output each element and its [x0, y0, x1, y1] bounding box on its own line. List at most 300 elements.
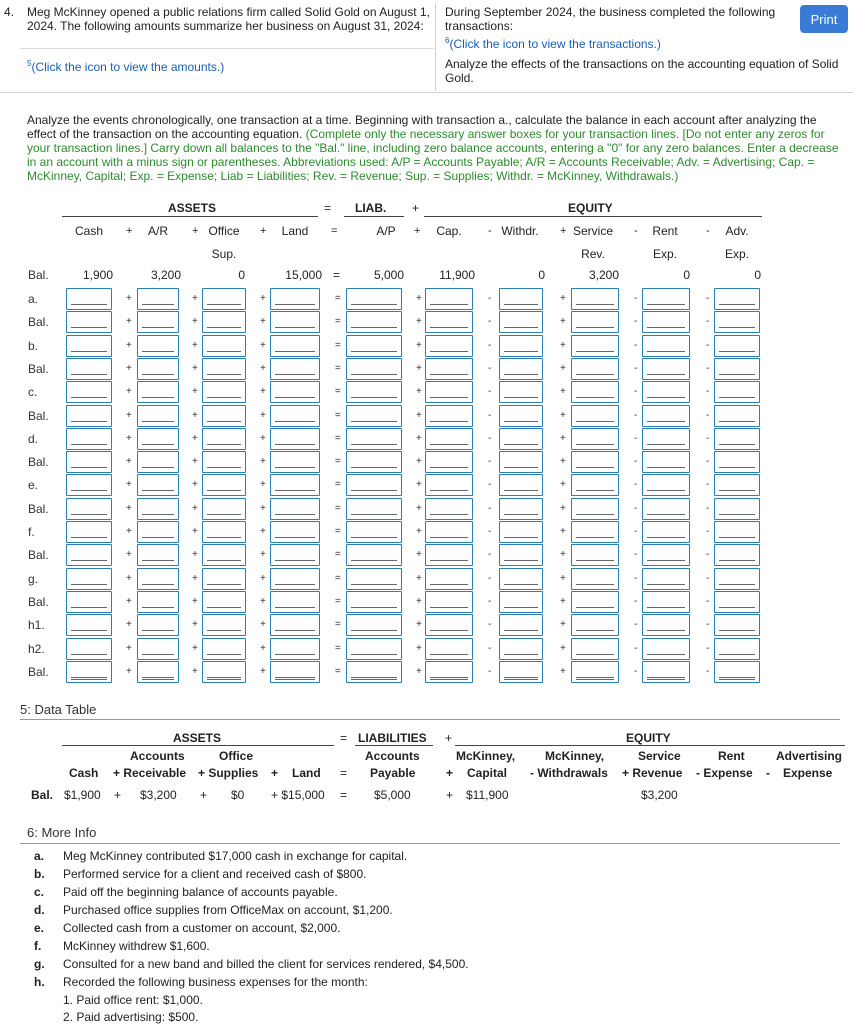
input-r9-3[interactable] — [270, 498, 320, 520]
input-r1-5[interactable] — [425, 311, 473, 333]
opening-value-8: 0 — [683, 268, 690, 282]
dt-plus-top: + — [445, 731, 453, 745]
row-op-4-2: + — [260, 386, 266, 397]
input-r14-0[interactable] — [66, 614, 112, 636]
row-op-8-0: + — [126, 479, 132, 490]
input-r15-5[interactable] — [425, 638, 473, 660]
input-r13-1[interactable] — [137, 591, 179, 613]
input-r9-8[interactable] — [642, 498, 690, 520]
input-r8-9[interactable] — [714, 474, 760, 496]
print-button[interactable]: Print — [800, 5, 848, 33]
input-r0-8[interactable] — [642, 288, 690, 310]
input-r0-5[interactable] — [425, 288, 473, 310]
input-r1-7[interactable] — [571, 311, 619, 333]
input-r13-9[interactable] — [714, 591, 760, 613]
input-r0-7[interactable] — [571, 288, 619, 310]
more-info-letter-6: g. — [34, 957, 45, 971]
input-r10-9[interactable] — [714, 521, 760, 543]
input-r3-3[interactable] — [270, 358, 320, 380]
input-r12-2[interactable] — [202, 568, 246, 590]
row-op-16-7: - — [634, 666, 638, 677]
input-r5-3[interactable] — [270, 405, 320, 427]
input-r1-9[interactable] — [714, 311, 760, 333]
input-r13-7[interactable] — [571, 591, 619, 613]
opening-value-0: 1,900 — [82, 268, 113, 282]
eq-header-sign: = — [324, 201, 332, 215]
input-r6-9[interactable] — [714, 428, 760, 450]
input-r2-8[interactable] — [642, 335, 690, 357]
row-op-5-3: = — [335, 410, 341, 421]
input-r6-5[interactable] — [425, 428, 473, 450]
row-op-15-8: - — [706, 643, 710, 654]
input-r2-6[interactable] — [499, 335, 543, 357]
input-r13-0[interactable] — [66, 591, 112, 613]
input-r6-3[interactable] — [270, 428, 320, 450]
row-op-5-8: - — [706, 410, 710, 421]
equity-header: EQUITY — [568, 201, 613, 215]
input-r8-3[interactable] — [270, 474, 320, 496]
row-op-7-4: + — [416, 456, 422, 467]
row-op-11-0: + — [126, 549, 132, 560]
input-r5-5[interactable] — [425, 405, 473, 427]
input-r5-1[interactable] — [137, 405, 179, 427]
input-r11-4[interactable] — [346, 544, 402, 566]
input-r13-5[interactable] — [425, 591, 473, 613]
input-r6-2[interactable] — [202, 428, 246, 450]
row-op-6-6: + — [560, 433, 566, 444]
dt-v-ar: $3,200 — [140, 788, 177, 802]
input-r11-6[interactable] — [499, 544, 543, 566]
input-r11-3[interactable] — [270, 544, 320, 566]
input-r9-4[interactable] — [346, 498, 402, 520]
input-r6-6[interactable] — [499, 428, 543, 450]
input-r0-2[interactable] — [202, 288, 246, 310]
input-r9-6[interactable] — [499, 498, 543, 520]
row-op-12-6: + — [560, 573, 566, 584]
input-r14-7[interactable] — [571, 614, 619, 636]
input-r2-0[interactable] — [66, 335, 112, 357]
input-r11-8[interactable] — [642, 544, 690, 566]
row-op-10-0: + — [126, 526, 132, 537]
input-r16-0[interactable] — [66, 661, 112, 683]
input-r1-0[interactable] — [66, 311, 112, 333]
col-header-0: Cash — [74, 224, 103, 238]
input-r12-7[interactable] — [571, 568, 619, 590]
row-op-8-5: - — [488, 479, 492, 490]
input-r2-1[interactable] — [137, 335, 179, 357]
input-r4-2[interactable] — [202, 381, 246, 403]
dt-h-withdrawals: - Withdrawals — [530, 766, 608, 780]
input-r1-3[interactable] — [270, 311, 320, 333]
input-r7-1[interactable] — [137, 451, 179, 473]
row-op-2-5: - — [488, 340, 492, 351]
row-op-9-3: = — [335, 503, 341, 514]
row-op-2-3: = — [335, 340, 341, 351]
row-op-16-1: + — [192, 666, 198, 677]
input-r8-2[interactable] — [202, 474, 246, 496]
input-r16-1[interactable] — [137, 661, 179, 683]
input-r4-9[interactable] — [714, 381, 760, 403]
data-table-title-line — [20, 719, 840, 720]
dt-equity-line — [455, 745, 845, 746]
row-op-9-5: - — [488, 503, 492, 514]
input-r16-2[interactable] — [202, 661, 246, 683]
row-op-12-2: + — [260, 573, 266, 584]
input-r9-0[interactable] — [66, 498, 112, 520]
input-r5-9[interactable] — [714, 405, 760, 427]
data-table-title: 5: Data Table — [20, 702, 97, 717]
input-r12-3[interactable] — [270, 568, 320, 590]
row-op-6-4: + — [416, 433, 422, 444]
row-op-14-5: - — [488, 619, 492, 630]
input-r7-7[interactable] — [571, 451, 619, 473]
input-r7-2[interactable] — [202, 451, 246, 473]
input-r7-0[interactable] — [66, 451, 112, 473]
input-r15-9[interactable] — [714, 638, 760, 660]
input-r7-9[interactable] — [714, 451, 760, 473]
input-r8-5[interactable] — [425, 474, 473, 496]
input-r3-1[interactable] — [137, 358, 179, 380]
input-r8-0[interactable] — [66, 474, 112, 496]
input-r4-4[interactable] — [346, 381, 402, 403]
input-r8-8[interactable] — [642, 474, 690, 496]
input-r15-8[interactable] — [642, 638, 690, 660]
row-label-16: Bal. — [28, 665, 49, 679]
input-r9-9[interactable] — [714, 498, 760, 520]
input-r1-8[interactable] — [642, 311, 690, 333]
row-label-7: Bal. — [28, 455, 49, 469]
input-r16-4[interactable] — [346, 661, 402, 683]
input-r6-1[interactable] — [137, 428, 179, 450]
input-r5-2[interactable] — [202, 405, 246, 427]
input-r4-8[interactable] — [642, 381, 690, 403]
input-r12-1[interactable] — [137, 568, 179, 590]
dt-eq-top: = — [340, 731, 348, 745]
input-r8-7[interactable] — [571, 474, 619, 496]
more-info-item-5: McKinney withdrew $1,600. — [63, 939, 210, 953]
row-op-5-7: - — [634, 410, 638, 421]
input-r2-3[interactable] — [270, 335, 320, 357]
input-r3-8[interactable] — [642, 358, 690, 380]
row-label-9: Bal. — [28, 502, 49, 516]
input-r5-7[interactable] — [571, 405, 619, 427]
dt-h-exp-op: - — [766, 766, 770, 780]
row-op-15-6: + — [560, 643, 566, 654]
input-r6-0[interactable] — [66, 428, 112, 450]
row-op-8-2: + — [260, 479, 266, 490]
input-r5-4[interactable] — [346, 405, 402, 427]
input-r15-7[interactable] — [571, 638, 619, 660]
input-r15-3[interactable] — [270, 638, 320, 660]
row-op-13-4: + — [416, 596, 422, 607]
input-r5-6[interactable] — [499, 405, 543, 427]
input-r2-2[interactable] — [202, 335, 246, 357]
row-op-1-6: + — [560, 316, 566, 327]
input-r8-6[interactable] — [499, 474, 543, 496]
input-r13-3[interactable] — [270, 591, 320, 613]
row-op-2-1: + — [192, 340, 198, 351]
row-op-0-0: + — [126, 293, 132, 304]
row-op-3-3: = — [335, 363, 341, 374]
row-label-1: Bal. — [28, 315, 49, 329]
row-op-9-6: + — [560, 503, 566, 514]
input-r12-4[interactable] — [346, 568, 402, 590]
input-r9-5[interactable] — [425, 498, 473, 520]
input-r0-4[interactable] — [346, 288, 402, 310]
row-op-8-8: - — [706, 479, 710, 490]
row-op-1-0: + — [126, 316, 132, 327]
header-op-2: + — [260, 225, 267, 237]
row-op-10-3: = — [335, 526, 341, 537]
input-r16-9[interactable] — [714, 661, 760, 683]
input-r0-3[interactable] — [270, 288, 320, 310]
input-r15-0[interactable] — [66, 638, 112, 660]
instructions — [27, 113, 845, 183]
input-r10-1[interactable] — [137, 521, 179, 543]
input-r11-2[interactable] — [202, 544, 246, 566]
input-r11-5[interactable] — [425, 544, 473, 566]
input-r14-3[interactable] — [270, 614, 320, 636]
row-op-14-0: + — [126, 619, 132, 630]
input-r7-3[interactable] — [270, 451, 320, 473]
input-r4-3[interactable] — [270, 381, 320, 403]
row-op-0-6: + — [560, 293, 566, 304]
row-op-0-8: - — [706, 293, 710, 304]
row-op-10-8: - — [706, 526, 710, 537]
input-r7-5[interactable] — [425, 451, 473, 473]
input-r7-6[interactable] — [499, 451, 543, 473]
input-r16-7[interactable] — [571, 661, 619, 683]
input-r5-0[interactable] — [66, 405, 112, 427]
input-r3-6[interactable] — [499, 358, 543, 380]
input-r14-2[interactable] — [202, 614, 246, 636]
input-r9-2[interactable] — [202, 498, 246, 520]
problem-number: 4. — [4, 5, 15, 19]
input-r16-6[interactable] — [499, 661, 543, 683]
left-sub-divider — [20, 48, 434, 49]
row-label-6: d. — [28, 432, 39, 446]
input-r13-8[interactable] — [642, 591, 690, 613]
input-r8-4[interactable] — [346, 474, 402, 496]
row-op-13-5: - — [488, 596, 492, 607]
input-r14-6[interactable] — [499, 614, 543, 636]
row-op-12-4: + — [416, 573, 422, 584]
input-r0-9[interactable] — [714, 288, 760, 310]
col-header-1: A/R — [147, 224, 168, 238]
col-header-7: Service — [572, 224, 613, 238]
row-op-2-8: - — [706, 340, 710, 351]
row-label-15: h2. — [28, 642, 45, 656]
more-info-title-line — [20, 843, 840, 844]
opening-value-4: 5,000 — [373, 268, 404, 282]
dt-v-op3: + — [446, 788, 454, 802]
row-op-6-0: + — [126, 433, 132, 444]
opening-eq-sign: = — [333, 268, 341, 282]
input-r8-1[interactable] — [137, 474, 179, 496]
input-r13-2[interactable] — [202, 591, 246, 613]
input-r16-8[interactable] — [642, 661, 690, 683]
row-op-5-6: + — [560, 410, 566, 421]
row-label-12: g. — [28, 572, 39, 586]
more-info-title: 6: More Info — [27, 825, 97, 840]
col-header-8: Rent — [652, 224, 678, 238]
input-r10-7[interactable] — [571, 521, 619, 543]
dt-h-expense-rent: - Expense — [696, 766, 753, 780]
row-op-10-7: - — [634, 526, 638, 537]
problem-intro: Meg McKinney opened a public relations firm called Solid Gold on August 1, 2024. The following amounts summarize her business on August 31, 2024: — [27, 5, 430, 33]
input-r1-1[interactable] — [137, 311, 179, 333]
dt-h-receivable: + Receivable — [113, 766, 187, 780]
input-r10-3[interactable] — [270, 521, 320, 543]
input-r13-6[interactable] — [499, 591, 543, 613]
row-op-9-1: + — [192, 503, 198, 514]
row-label-5: Bal. — [28, 409, 49, 423]
col-header-7-line2: Rev. — [581, 247, 605, 261]
dt-assets: ASSETS — [173, 731, 222, 745]
row-op-12-8: - — [706, 573, 710, 584]
dt-v-rev: $3,200 — [641, 788, 678, 802]
input-r12-0[interactable] — [66, 568, 112, 590]
input-r1-4[interactable] — [346, 311, 402, 333]
input-r11-7[interactable] — [571, 544, 619, 566]
row-op-1-4: + — [416, 316, 422, 327]
input-r11-1[interactable] — [137, 544, 179, 566]
assets-header: ASSETS — [168, 201, 217, 215]
input-r10-6[interactable] — [499, 521, 543, 543]
row-op-11-8: - — [706, 549, 710, 560]
amounts-link[interactable] — [27, 57, 224, 74]
more-info-letter-7: h. — [34, 975, 45, 989]
input-r4-6[interactable] — [499, 381, 543, 403]
input-r15-6[interactable] — [499, 638, 543, 660]
input-r12-9[interactable] — [714, 568, 760, 590]
row-op-11-4: + — [416, 549, 422, 560]
input-r14-8[interactable] — [642, 614, 690, 636]
input-r3-7[interactable] — [571, 358, 619, 380]
dt-bal-label: Bal. — [31, 788, 54, 802]
input-r10-5[interactable] — [425, 521, 473, 543]
input-r3-5[interactable] — [425, 358, 473, 380]
input-r2-9[interactable] — [714, 335, 760, 357]
input-r14-5[interactable] — [425, 614, 473, 636]
input-r0-1[interactable] — [137, 288, 179, 310]
dt-h-capital: Capital — [467, 766, 508, 780]
row-op-2-7: - — [634, 340, 638, 351]
row-op-4-5: - — [488, 386, 492, 397]
input-r15-1[interactable] — [137, 638, 179, 660]
input-r2-4[interactable] — [346, 335, 402, 357]
row-op-9-7: - — [634, 503, 638, 514]
input-r16-5[interactable] — [425, 661, 473, 683]
input-r0-6[interactable] — [499, 288, 543, 310]
input-r12-8[interactable] — [642, 568, 690, 590]
input-r7-4[interactable] — [346, 451, 402, 473]
input-r12-6[interactable] — [499, 568, 543, 590]
row-op-11-1: + — [192, 549, 198, 560]
input-r10-4[interactable] — [346, 521, 402, 543]
dt-h-adv: Advertising — [776, 749, 843, 763]
more-info-item-7: Recorded the following business expenses for the month: — [63, 975, 368, 989]
row-op-5-4: + — [416, 410, 422, 421]
dt-equity: EQUITY — [626, 731, 671, 745]
input-r3-4[interactable] — [346, 358, 402, 380]
transactions-link[interactable] — [445, 34, 661, 51]
input-r7-8[interactable] — [642, 451, 690, 473]
input-r4-5[interactable] — [425, 381, 473, 403]
top-divider — [435, 3, 436, 91]
row-op-13-6: + — [560, 596, 566, 607]
input-r15-4[interactable] — [346, 638, 402, 660]
input-r14-9[interactable] — [714, 614, 760, 636]
input-r3-0[interactable] — [66, 358, 112, 380]
input-r1-2[interactable] — [202, 311, 246, 333]
input-r5-8[interactable] — [642, 405, 690, 427]
input-r12-5[interactable] — [425, 568, 473, 590]
more-info-subitem-1: 2. Paid advertising: $500. — [63, 1010, 199, 1024]
input-r6-4[interactable] — [346, 428, 402, 450]
input-r6-7[interactable] — [571, 428, 619, 450]
row-op-9-2: + — [260, 503, 266, 514]
assets-underline — [62, 216, 318, 217]
input-r9-1[interactable] — [137, 498, 179, 520]
row-op-15-0: + — [126, 643, 132, 654]
dt-h-accounts-payable: Accounts — [365, 749, 420, 763]
input-r11-0[interactable] — [66, 544, 112, 566]
input-r4-7[interactable] — [571, 381, 619, 403]
row-op-16-0: + — [126, 666, 132, 677]
input-r15-2[interactable] — [202, 638, 246, 660]
input-r2-5[interactable] — [425, 335, 473, 357]
dt-h-expense-adv: Expense — [783, 766, 833, 780]
row-op-4-6: + — [560, 386, 566, 397]
col-header-5: Cap. — [436, 224, 462, 238]
input-r1-6[interactable] — [499, 311, 543, 333]
input-r14-1[interactable] — [137, 614, 179, 636]
row-op-1-3: = — [335, 316, 341, 327]
row-op-11-6: + — [560, 549, 566, 560]
header-op-4: + — [414, 225, 421, 237]
col-header-8-line2: Exp. — [652, 247, 677, 261]
dt-v-ap: $5,000 — [374, 788, 411, 802]
input-r13-4[interactable] — [346, 591, 402, 613]
row-op-16-5: - — [488, 666, 492, 677]
row-op-14-6: + — [560, 619, 566, 630]
row-op-5-2: + — [260, 410, 266, 421]
row-op-14-2: + — [260, 619, 266, 630]
input-r0-0[interactable] — [66, 288, 112, 310]
input-r2-7[interactable] — [571, 335, 619, 357]
row-op-4-4: + — [416, 386, 422, 397]
input-r3-2[interactable] — [202, 358, 246, 380]
input-r11-9[interactable] — [714, 544, 760, 566]
input-r4-1[interactable] — [137, 381, 179, 403]
more-info-letter-0: a. — [34, 849, 45, 863]
input-r3-9[interactable] — [714, 358, 760, 380]
row-op-11-2: + — [260, 549, 266, 560]
row-op-2-0: + — [126, 340, 132, 351]
row-op-10-5: - — [488, 526, 492, 537]
input-r6-8[interactable] — [642, 428, 690, 450]
row-op-6-8: - — [706, 433, 710, 444]
input-r10-8[interactable] — [642, 521, 690, 543]
input-r10-2[interactable] — [202, 521, 246, 543]
input-r4-0[interactable] — [66, 381, 112, 403]
input-r16-3[interactable] — [270, 661, 320, 683]
input-r14-4[interactable] — [346, 614, 402, 636]
input-r9-7[interactable] — [571, 498, 619, 520]
input-r10-0[interactable] — [66, 521, 112, 543]
row-op-10-2: + — [260, 526, 266, 537]
